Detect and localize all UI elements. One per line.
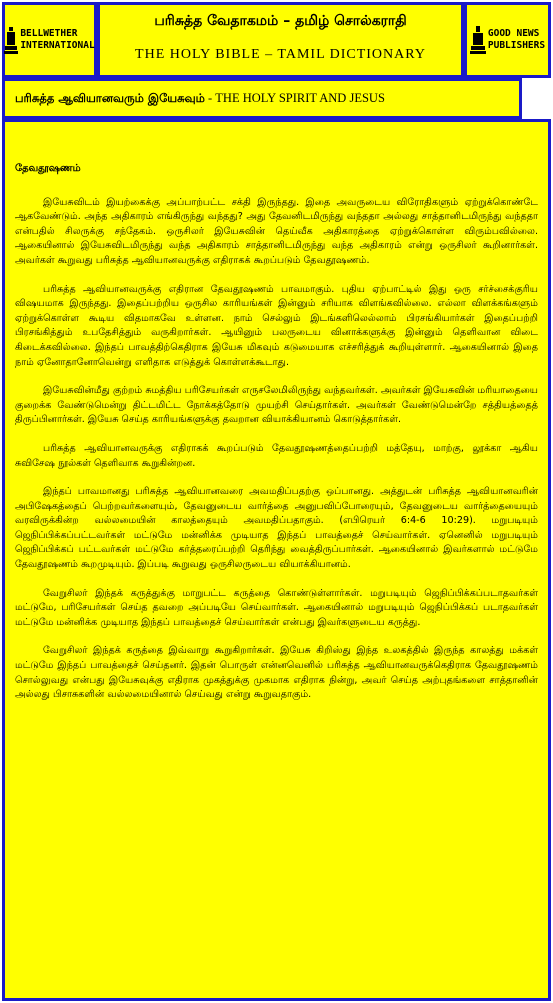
tamil-title: பரிசுத்த வேதாகமம் – தமிழ் சொல்கராதி (154, 13, 407, 29)
good-news-logo (464, 2, 551, 78)
article-paragraph: வேறுசிலர் இந்தக் கருத்தை இவ்வாறு கூறுகிறார்கள். இயேசு கிறிஸ்து இந்த உலகத்தில் இருந்த காலத்து மக்கள் மட்டுமே இந்தப் பாவத்தைச் செய்தனர். இதன் பொருள் என்னவெனில் பரிசுத்த ஆவியானவருக்கெதிராக தேவதூஷணம் சொல்லுவது என்பது இயேசுவுக்கு எதிராக முகத்துக்கு முகமாக எதிராக நின்று, அவர் செய்த அற்புதங்களை சாத்தானின் அல்லது பிசாசுகளின் வல்லமையினால் செய்வது என்று கூறுவதாகும். (15, 645, 538, 701)
article-paragraph: பரிசுத்த ஆவியானவருக்கு எதிரான தேவதூஷணம் பாவமாகும். புதிய ஏற்பாட்டில் இது ஒரு சர்ச்சைக்குரிய விஷயமாக இருந்தது. இதைப்பற்றிய ஒருசில காரியங்கள் இன்னும் சரியாக விளங்கவில்லை. எல்லா விளக்கங்களும் ஏற்றுக்கொள்ள கூடிய விதமாகவே உள்ளன. நாம் செல்லும் இடங்களிலெல்லாம் பிரசங்கியார்கள் இதைப்பற்றி பிரசங்கித்தும் உபதேசித்தும் வருகிறார்கள். ஆயினும் பலருடைய வினாக்களுக்கு இன்னும் தெளிவான விடை கிடைக்கவில்லை. இந்தப் பாவத்திற்கெதிராக இயேசு மிகவும் கடுமையாக எச்சரித்துக் கூறியுள்ளார். ஆகையினால் இதை நாம் ஏனோதானோவென்று எளிதாக எடுத்துக் கொள்ளக்கூடாது. (15, 283, 538, 368)
article-body (15, 162, 538, 717)
good-news-emblem-icon (470, 25, 486, 55)
dictionary-header (97, 2, 464, 78)
section-title-tamil: பரிசுத்த ஆவியானவரும் இயேசுவும் (15, 91, 205, 105)
section-title-english: THE HOLY SPIRIT AND JESUS (215, 91, 385, 105)
article-heading: தேவதூஷணம் (15, 163, 81, 174)
english-title: THE HOLY BIBLE – TAMIL DICTIONARY (135, 47, 426, 62)
bellwether-emblem-icon (4, 25, 18, 55)
bellwether-logo (2, 2, 97, 78)
section-title-bar (2, 78, 522, 119)
section-title-separator: - (204, 91, 216, 105)
bellwether-logo-text: BELLWETHER INTERNATIONAL (20, 28, 95, 51)
article-paragraph: வேறுசிலர் இந்தக் கருத்துக்கு மாறுபட்ட கருத்தை கொண்டுள்ளார்கள். மறுபடியும் ஜெநிப்பிக்கப்படாதவர்கள் மட்டுமே, பரிசேயர்கள் செய்த தவறை அப்படியே செய்வார்கள். ஆகையினால் மறுபடியும் ஜெநிப்பிக்கப் படாதவர்கள் மட்டுமே மன்னிக்க முடியாத இந்தப் பாவத்தைச் செய்வார்கள் என்பது இவர்களுடைய கருத்து. (15, 587, 538, 628)
article-paragraph: இந்தப் பாவமானது பரிசுத்த ஆவியானவரை அவமதிப்பதற்கு ஒப்பானது. அத்துடன் பரிசுத்த ஆவியானவரின் அபிஷேகத்தைப் பெற்றவர்களையும், தேவனுடைய வார்த்தை அனுபவிப்போரையும், தேவனுடைய வார்த்தையையும் வரவிருக்கின்ற வல்லமையின் காலத்தையும் அவமதிப்பதாகும். (எபிரெயர் 6:4-6 10:29). மறுபடியும் ஜெநிப்பிக்கப்பட்டவர்கள் மட்டுமே மன்னிக்க முடியாத இந்தப் பாவத்தைச் செய்வார்கள். ஏனெனில் மறுபடியும் ஜெநிப்பிக்கப் பட்டவர்கள் மட்டுமே கர்த்தரைப்பற்றி தெரிந்து வைத்திருப்பார்கள். ஆகையினால் இவர்களால் மட்டுமே தேவதூஷணம் கூறமுடியும். இப்படி கூறுவது ஒருசிலருடைய வியாக்கியானம். (15, 486, 538, 571)
article-paragraph: இயேசுவிடம் இயற்கைக்கு அப்பாற்பட்ட சக்தி இருந்தது. இதை அவருடைய விரோதிகளும் ஏற்றுக்கொண்டே ஆகவேண்டும். அந்த அதிகாரம் எங்கிருந்து வந்தது? அது தேவனிடமிருந்து வந்ததா அல்லது சாத்தானிடமிருந்து வந்ததா என்பதில் சிலருக்கு சந்தேகம். ஒருசிலர் இயேசுவின் தெய்வீக அதிகாரத்தை ஏற்றுக்கொள்ள விரும்பவில்லை. ஆகையினால் இயேசுவிடமிருந்து வந்த அதிகாரம் சாத்தானிடமிருந்து வந்த அதிகாரம் என்று ஒருசிலர் கூறினார்கள். அவர்கள் கூறுவது பரிசுத்த ஆவியானவருக்கு எதிராகக் கூறப்படும் தேவதூஷணம். (15, 196, 538, 266)
article-panel (2, 119, 551, 1001)
section-title (15, 91, 513, 107)
article-paragraph: பரிசுத்த ஆவியானவருக்கு எதிராகக் கூறப்படும் தேவதூஷணத்தைப்பற்றி மத்தேயு, மாற்கு, லூக்கா ஆகிய சுவிசேஷ நூல்கள் தெளிவாக கூறுகின்றன. (15, 442, 538, 469)
article-paragraph: இயேசுவின்மீது குற்றம் சுமத்திய பரிசேயர்கள் எருசலேமிலிருந்து வந்தவர்கள். அவர்கள் இயேசுவின் மரியாதையை குறைக்க வேண்டுமென்று திட்டமிட்ட நோக்கத்தோடு முயற்சி செய்தார்கள். அவர்கள் வேண்டுமென்றே சத்தியத்தைத் திருப்பினார்கள். இயேசு செய்த காரியங்களுக்கு தவறான வியாக்கியானம் கொடுத்தார்கள். (15, 385, 538, 426)
good-news-logo-text: GOOD NEWS PUBLISHERS (487, 28, 546, 51)
